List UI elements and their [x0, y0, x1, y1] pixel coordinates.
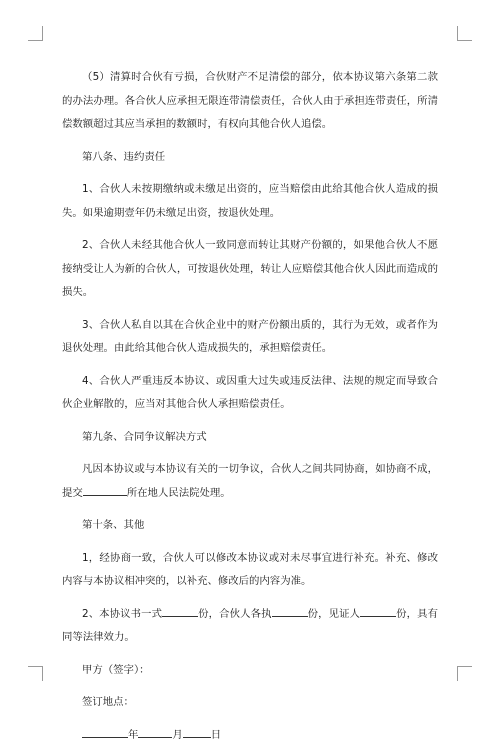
copies-text-c: 份，见证人	[307, 607, 361, 620]
article-9-text-b: 所在地人民法院处理。	[126, 486, 231, 499]
copies-witness-blank	[360, 605, 396, 617]
article-9-heading: 第九条、合同争议解决方式	[82, 430, 207, 443]
article-8-item-2: 2、合伙人未经其他合伙人一致同意而转让其财产份额的，如果他合伙人不愿接纳受让人为新的合伙人，可按退伙处理，转让人应赔偿其他合伙人因此而造成的损失。	[62, 239, 438, 298]
copies-text-b: 份，合伙人各执	[198, 607, 272, 620]
day-blank	[183, 726, 211, 738]
copies-total-blank	[162, 605, 198, 617]
article-10-item-2	[62, 603, 438, 650]
year-blank	[82, 726, 128, 738]
copies-partner-blank	[272, 605, 308, 617]
copies-text-d: 份，具有同等法律效力。	[62, 607, 439, 643]
crop-mark-top-right	[457, 26, 472, 41]
crop-mark-top-left	[28, 26, 43, 41]
document-body	[62, 66, 438, 756]
clause-7-item-5: （5）清算时合伙有亏损，合伙财产不足清偿的部分，依本协议第六条第二款的办法办理。各合伙人应承担无限连带清偿责任，合伙人由于承担连带责任，所清偿数额超过其应当承担的数额时，有权向其他合伙人追偿。	[62, 71, 438, 130]
article-8-item-3: 3、合伙人私自以其在合伙企业中的财产份额出质的，其行为无效，或者作为退伙处理。由此给其他合伙人造成损失的，承担赔偿责任。	[62, 318, 438, 354]
article-9-text-a: 凡因本协议或与本协议有关的一切争议，合伙人之间共同协商，如协商不成，提交	[62, 463, 438, 499]
copies-text-a: 2、本协议书一式	[82, 607, 163, 620]
article-8-item-1: 1、合伙人未按期缴纳或未缴足出资的，应当赔偿由此给其他合伙人造成的损失。如果逾期壹年仍未缴足出资，按退伙处理。	[62, 183, 438, 219]
article-8-item-4: 4、合伙人严重违反本协议、或因重大过失或违反法律、法规的规定而导致合伙企业解散的，应当对其他合伙人承担赔偿责任。	[62, 374, 438, 410]
crop-mark-bottom-right	[457, 666, 472, 681]
article-9-text	[62, 458, 438, 505]
party-a-signature: 甲方（签字）：	[82, 663, 150, 676]
day-label: 日	[210, 728, 222, 741]
signing-place: 签订地点：	[82, 696, 134, 708]
article-8-heading: 第八条、违约责任	[82, 150, 166, 163]
court-blank	[83, 484, 127, 496]
crop-mark-bottom-left	[28, 666, 43, 681]
year-label: 年	[128, 728, 139, 741]
article-10-heading: 第十条、其他	[82, 519, 145, 531]
month-label: 月	[172, 728, 183, 741]
signing-date	[62, 724, 438, 748]
month-blank	[138, 726, 172, 738]
article-10-item-1: 1，经协商一致，合伙人可以修改本协议或对未尽事宜进行补充。补充、修改内容与本协议相冲突的，以补充、修改后的内容为准。	[62, 551, 438, 587]
